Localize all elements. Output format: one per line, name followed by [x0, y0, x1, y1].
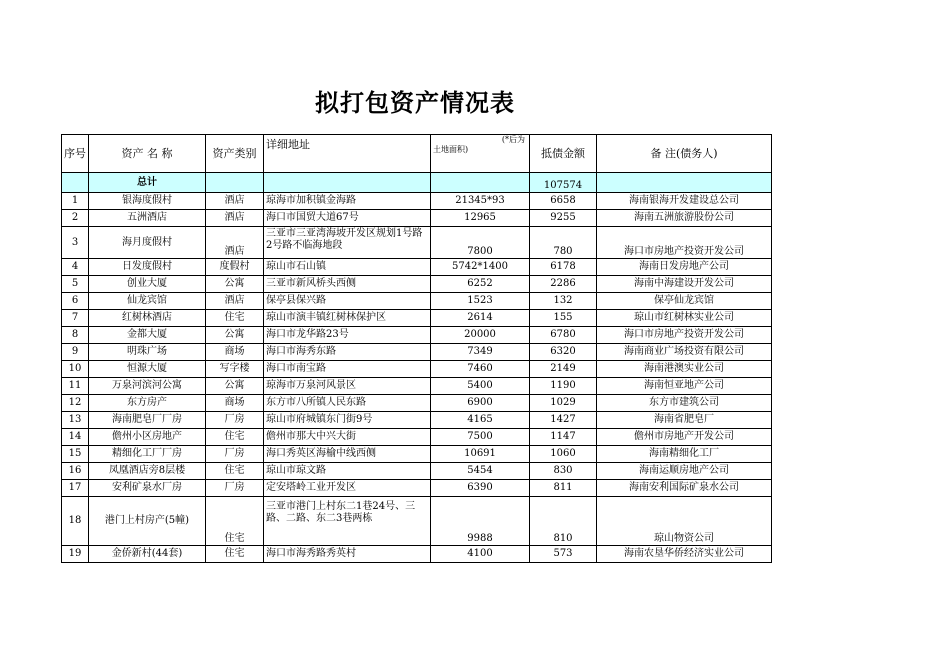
row-seq: 12	[62, 395, 89, 412]
row-debtor: 海南中海建设开发公司	[597, 276, 772, 293]
row-address: 海口市南宝路	[264, 361, 431, 378]
row-amount: 1190	[530, 378, 597, 395]
row-area: 6900	[431, 395, 530, 412]
row-area: 5454	[431, 463, 530, 480]
row-seq: 16	[62, 463, 89, 480]
row-area: 7460	[431, 361, 530, 378]
row-asset-type: 酒店	[206, 227, 264, 259]
total-row	[62, 173, 772, 193]
row-debtor: 海南恒亚地产公司	[597, 378, 772, 395]
row-asset-type: 住宅	[206, 429, 264, 446]
row-area: 4165	[431, 412, 530, 429]
row-debtor: 海南五洲旅游股份公司	[597, 210, 772, 227]
table-row	[62, 480, 772, 497]
header-amount: 抵债金额	[530, 135, 597, 173]
row-address: 三亚市港门上村东二1巷24号、三路、二路、东二3巷两栋	[264, 497, 431, 546]
row-area: 4100	[431, 546, 530, 563]
row-asset-name: 儋州小区房地产	[89, 429, 206, 446]
table-row	[62, 446, 772, 463]
row-amount: 9255	[530, 210, 597, 227]
table-row	[62, 310, 772, 327]
row-asset-name: 红树林酒店	[89, 310, 206, 327]
row-debtor: 海南港澳实业公司	[597, 361, 772, 378]
row-seq: 17	[62, 480, 89, 497]
row-amount: 830	[530, 463, 597, 480]
row-asset-type: 住宅	[206, 546, 264, 563]
row-amount: 6658	[530, 193, 597, 210]
row-address: 海口市海秀东路	[264, 344, 431, 361]
row-address: 琼山市琼文路	[264, 463, 431, 480]
row-area: 20000	[431, 327, 530, 344]
row-seq: 15	[62, 446, 89, 463]
row-asset-name: 金都大厦	[89, 327, 206, 344]
row-asset-type: 度假村	[206, 259, 264, 276]
row-amount: 780	[530, 227, 597, 259]
row-asset-type: 酒店	[206, 293, 264, 310]
row-debtor: 海南安利国际矿泉水公司	[597, 480, 772, 497]
row-debtor: 海南银海开发建设总公司	[597, 193, 772, 210]
row-debtor: 海南农垦华侨经济实业公司	[597, 546, 772, 563]
row-asset-type: 厂房	[206, 412, 264, 429]
row-asset-type: 住宅	[206, 463, 264, 480]
header-name: 资产 名 称	[89, 135, 206, 173]
table-row	[62, 429, 772, 446]
row-asset-name: 恒源大厦	[89, 361, 206, 378]
row-asset-type: 写字楼	[206, 361, 264, 378]
row-asset-name: 仙龙宾馆	[89, 293, 206, 310]
row-asset-type: 公寓	[206, 378, 264, 395]
table-row	[62, 259, 772, 276]
row-debtor: 琼山市红树林实业公司	[597, 310, 772, 327]
row-asset-name: 海月度假村	[89, 227, 206, 259]
row-address: 三亚市新风桥头西侧	[264, 276, 431, 293]
row-seq: 3	[62, 227, 89, 259]
row-area: 5400	[431, 378, 530, 395]
table-row	[62, 276, 772, 293]
row-seq: 11	[62, 378, 89, 395]
row-area: 6390	[431, 480, 530, 497]
row-seq: 18	[62, 497, 89, 546]
row-asset-name: 东方房产	[89, 395, 206, 412]
row-debtor: 海南商业广场投资有限公司	[597, 344, 772, 361]
row-asset-name: 万泉河滨河公寓	[89, 378, 206, 395]
table-row	[62, 193, 772, 210]
row-amount: 573	[530, 546, 597, 563]
header-remark: 备 注(债务人)	[597, 135, 772, 173]
row-seq: 9	[62, 344, 89, 361]
total-amount: 107574	[530, 173, 597, 193]
row-area: 7349	[431, 344, 530, 361]
row-amount: 1427	[530, 412, 597, 429]
table-row	[62, 497, 772, 546]
header-area-note: (*后为	[501, 135, 525, 144]
row-area: 5742*1400	[431, 259, 530, 276]
row-address: 海口市龙华路23号	[264, 327, 431, 344]
row-asset-type: 厂房	[206, 446, 264, 463]
row-asset-name: 港门上村房产(5幢)	[89, 497, 206, 546]
row-seq: 6	[62, 293, 89, 310]
row-area: 9988	[431, 497, 530, 546]
total-label: 总计	[89, 173, 206, 193]
row-debtor: 海口市房地产投资开发公司	[597, 227, 772, 259]
row-asset-type: 酒店	[206, 193, 264, 210]
row-asset-name: 明珠广场	[89, 344, 206, 361]
row-address: 三亚市三亚湾海坡开发区规划1号路2号路不临海地段	[264, 227, 431, 259]
row-area: 12965	[431, 210, 530, 227]
row-asset-type: 住宅	[206, 497, 264, 546]
row-asset-name: 五洲酒店	[89, 210, 206, 227]
row-asset-type: 商场	[206, 344, 264, 361]
table-row	[62, 344, 772, 361]
row-asset-name: 创业大厦	[89, 276, 206, 293]
row-debtor: 海口市房地产投资开发公司	[597, 327, 772, 344]
row-amount: 2286	[530, 276, 597, 293]
row-amount: 6178	[530, 259, 597, 276]
row-asset-name: 银海度假村	[89, 193, 206, 210]
row-address: 东方市八所镇人民东路	[264, 395, 431, 412]
table-row	[62, 412, 772, 429]
row-asset-name: 精细化工厂厂房	[89, 446, 206, 463]
row-asset-name: 安利矿泉水厂房	[89, 480, 206, 497]
header-address: 详细地址	[264, 135, 431, 173]
row-area: 1523	[431, 293, 530, 310]
row-amount: 6320	[530, 344, 597, 361]
row-asset-name: 凤凰酒店旁8层楼	[89, 463, 206, 480]
row-address: 琼海市万泉河风景区	[264, 378, 431, 395]
row-address: 琼山市演丰镇红树林保护区	[264, 310, 431, 327]
row-address: 海口市国贸大道67号	[264, 210, 431, 227]
header-row	[62, 135, 772, 173]
row-asset-type: 住宅	[206, 310, 264, 327]
row-area: 6252	[431, 276, 530, 293]
row-area: 21345*93	[431, 193, 530, 210]
asset-table	[61, 134, 772, 563]
row-area: 7500	[431, 429, 530, 446]
row-seq: 19	[62, 546, 89, 563]
row-asset-type: 酒店	[206, 210, 264, 227]
row-seq: 7	[62, 310, 89, 327]
header-area	[431, 135, 530, 173]
row-area: 7800	[431, 227, 530, 259]
row-asset-type: 商场	[206, 395, 264, 412]
row-amount: 6780	[530, 327, 597, 344]
row-debtor: 海南省肥皂厂	[597, 412, 772, 429]
row-seq: 10	[62, 361, 89, 378]
row-amount: 1029	[530, 395, 597, 412]
table-row	[62, 378, 772, 395]
row-seq: 2	[62, 210, 89, 227]
row-area: 2614	[431, 310, 530, 327]
row-amount: 1060	[530, 446, 597, 463]
row-address: 琼海市加积镇金海路	[264, 193, 431, 210]
page-title: 拟打包资产情况表	[315, 89, 515, 117]
row-asset-type: 公寓	[206, 276, 264, 293]
table-row	[62, 546, 772, 563]
row-asset-name: 金侨新村(44套)	[89, 546, 206, 563]
header-type: 资产类别	[206, 135, 264, 173]
table-row	[62, 227, 772, 259]
table-row	[62, 463, 772, 480]
row-address: 海口秀英区海榆中线西侧	[264, 446, 431, 463]
row-amount: 1147	[530, 429, 597, 446]
row-seq: 14	[62, 429, 89, 446]
header-seq: 序号	[62, 135, 89, 173]
row-seq: 13	[62, 412, 89, 429]
row-debtor: 琼山物资公司	[597, 497, 772, 546]
row-asset-name: 日发度假村	[89, 259, 206, 276]
row-debtor: 保亭仙龙宾馆	[597, 293, 772, 310]
row-asset-type: 厂房	[206, 480, 264, 497]
row-asset-type: 公寓	[206, 327, 264, 344]
row-address: 海口市海秀路秀英村	[264, 546, 431, 563]
row-debtor: 海南日发房地产公司	[597, 259, 772, 276]
row-debtor: 海南精细化工厂	[597, 446, 772, 463]
row-amount: 2149	[530, 361, 597, 378]
table-row	[62, 210, 772, 227]
row-seq: 4	[62, 259, 89, 276]
row-debtor: 儋州市房地产开发公司	[597, 429, 772, 446]
row-address: 琼山市府城镇东门街9号	[264, 412, 431, 429]
row-debtor: 海南运顺房地产公司	[597, 463, 772, 480]
table-row	[62, 293, 772, 310]
row-seq: 8	[62, 327, 89, 344]
row-debtor: 东方市建筑公司	[597, 395, 772, 412]
row-amount: 810	[530, 497, 597, 546]
row-address: 儋州市那大中兴大街	[264, 429, 431, 446]
row-area: 10691	[431, 446, 530, 463]
row-address: 保亭县保兴路	[264, 293, 431, 310]
row-address: 琼山市石山镇	[264, 259, 431, 276]
row-amount: 811	[530, 480, 597, 497]
row-amount: 155	[530, 310, 597, 327]
header-area-label: 土地面积)	[433, 145, 469, 154]
row-address: 定安塔岭工业开发区	[264, 480, 431, 497]
row-seq: 1	[62, 193, 89, 210]
row-asset-name: 海南肥皂厂厂房	[89, 412, 206, 429]
row-seq: 5	[62, 276, 89, 293]
table-row	[62, 361, 772, 378]
row-amount: 132	[530, 293, 597, 310]
table-row	[62, 395, 772, 412]
table-row	[62, 327, 772, 344]
